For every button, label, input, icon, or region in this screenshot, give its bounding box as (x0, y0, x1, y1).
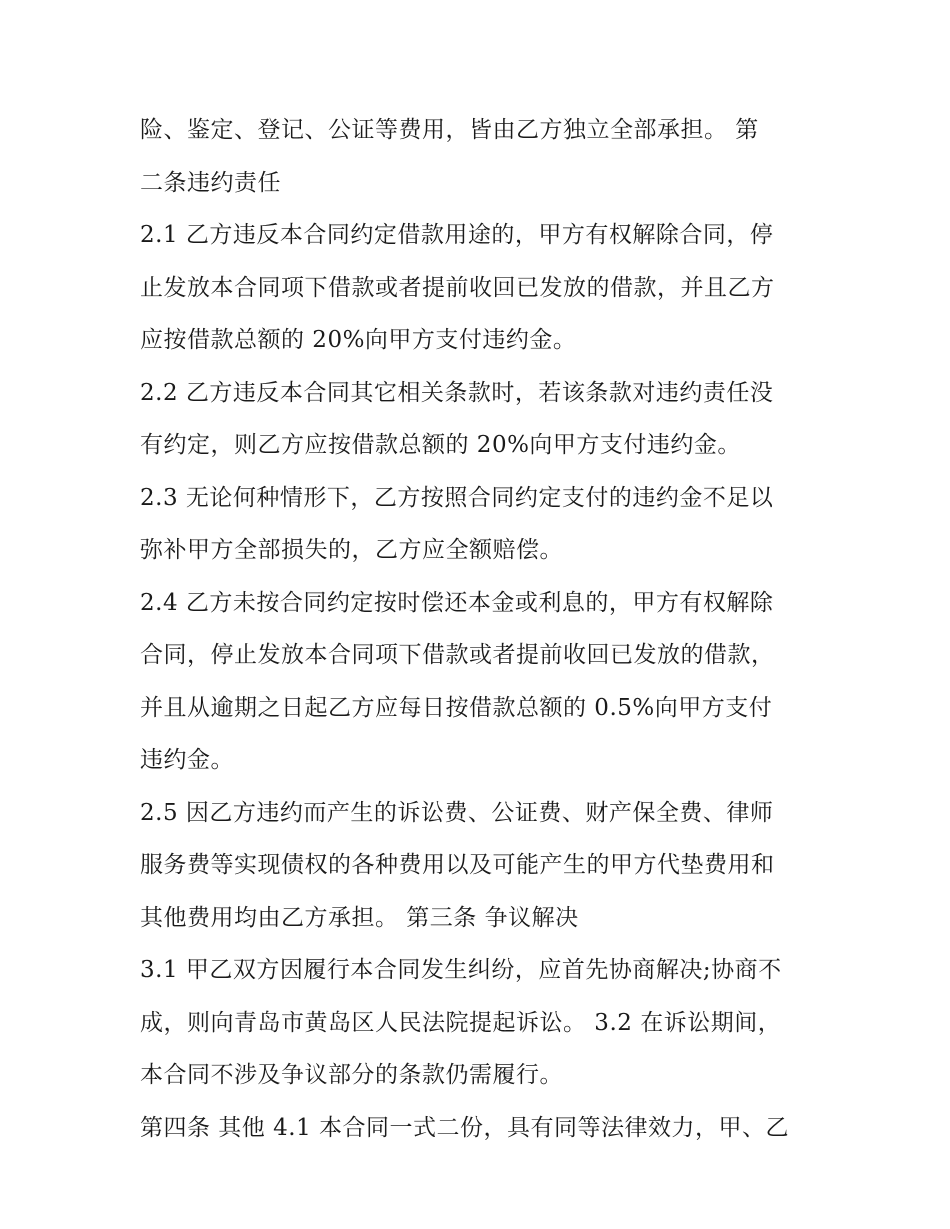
contract-text (140, 104, 820, 1154)
text-line: 应按借款总额的 20%向甲方支付违约金。 (140, 327, 577, 353)
text-line: 合同，停止发放本合同项下借款或者提前收回已发放的借款， (140, 642, 775, 668)
text-line: 第四条 其他 4.1 本合同一式二份，具有同等法律效力，甲、乙 (140, 1114, 790, 1141)
text-line: 本合同不涉及争议部分的条款仍需履行。 (140, 1062, 563, 1088)
text-line: 其他费用均由乙方承担。 第三条 争议解决 (140, 904, 579, 931)
text-line: 并且从逾期之日起乙方应每日按借款总额的 0.5%向甲方支付 (140, 694, 773, 721)
text-line: 止发放本合同项下借款或者提前收回已发放的借款，并且乙方 (140, 274, 775, 301)
text-line: 3.1 甲乙双方因履行本合同发生纠纷，应首先协商解决;协商不 (140, 957, 782, 983)
text-line: 2.5 因乙方违约而产生的诉讼费、公证费、财产保全费、律师 (140, 799, 774, 826)
text-line: 违约金。 (140, 747, 234, 773)
text-line: 弥补甲方全部损失的，乙方应全额赔偿。 (140, 537, 563, 563)
text-line: 成，则向青岛市黄岛区人民法院提起诉讼。 3.2 在诉讼期间， (140, 1009, 782, 1036)
text-line: 2.4 乙方未按合同约定按时偿还本金或利息的，甲方有权解除 (140, 589, 774, 616)
text-line: 险、鉴定、登记、公证等费用，皆由乙方独立全部承担。 第 (140, 117, 759, 143)
text-line: 服务费等实现债权的各种费用以及可能产生的甲方代垫费用和 (140, 852, 775, 878)
text-line: 2.2 乙方违反本合同其它相关条款时，若该条款对违约责任没 (140, 379, 774, 406)
text-line: 有约定，则乙方应按借款总额的 20%向甲方支付违约金。 (140, 432, 741, 458)
text-line: 二条违约责任 (140, 169, 281, 196)
text-line: 2.3 无论何种情形下，乙方按照合同约定支付的违约金不足以 (140, 484, 774, 511)
text-line: 2.1 乙方违反本合同约定借款用途的，甲方有权解除合同，停 (140, 222, 774, 248)
